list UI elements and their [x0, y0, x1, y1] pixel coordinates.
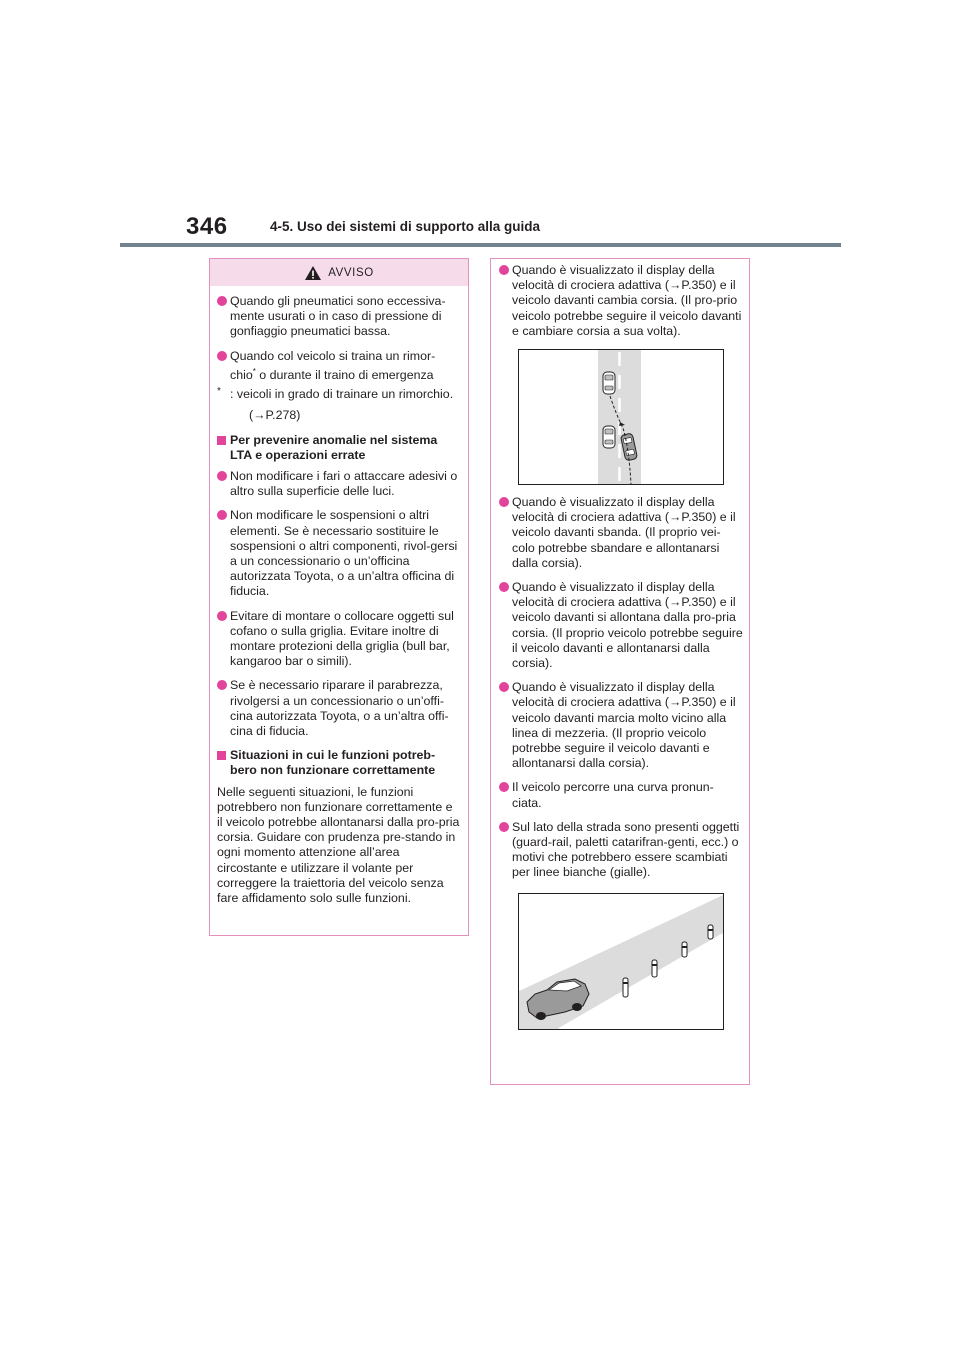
list-item-text: Non modificare i fari o attaccare adesivi o altro sulla superficie delle luci.: [230, 468, 458, 499]
list-item-text: Quando è visualizzato il display della velocità di crociera adattiva (→P.350) e il veicolo davanti marcia molto vicino alla linea di mezzeria. (Il proprio veicolo potrebbe seguire il veicolo davanti e allontanarsi dalla corsia).: [512, 680, 736, 771]
square-bullet-icon: [217, 751, 226, 760]
page-number: 346: [186, 213, 228, 240]
list-item: [499, 263, 743, 339]
footnote-text: : veicoli in grado di trainare un rimorchio.: [230, 387, 454, 402]
bullet-icon: [217, 471, 227, 481]
bullet-icon: [499, 822, 509, 832]
section-heading-text: Situazioni in cui le funzioni potreb-bero non funzionare correttamente: [230, 748, 436, 778]
bullet-icon: [499, 265, 509, 275]
bullet-icon: [217, 296, 227, 306]
bullet-icon: [217, 680, 227, 690]
footnote-star: *: [217, 386, 221, 398]
bullet-icon: [499, 682, 509, 692]
list-item: [499, 580, 743, 671]
square-bullet-icon: [217, 436, 226, 445]
bullet-icon: [217, 611, 227, 621]
header-rule: [120, 243, 841, 247]
list-item-text: Quando è visualizzato il display della velocità di crociera adattiva (→P.350) e il veicolo davanti si allontana dalla pro-pria corsia. (Il proprio veicolo potrebbe seguire il veicolo davanti e allontanarsi dalla corsia).: [512, 580, 743, 671]
situations-paragraph: Nelle seguenti situazioni, le funzioni potrebbero non funzionare correttamente e il veicolo potrebbe allontanarsi dalla pro-pria corsia. Guidare con prudenza pre-stando in ogni momento attenzione all’area circostante e utilizzare il volante per correggere la traiettoria del veicolo senza fare affidamento solo sulle funzioni.: [217, 784, 460, 906]
towing-text-before: Quando col veicolo si traina un rimor-chio: [230, 348, 436, 382]
section-heading-text: Per prevenire anomalie nel sistema LTA e operazioni errate: [230, 432, 438, 462]
warning-triangle-icon: [304, 265, 322, 281]
section-heading-lta: [217, 433, 461, 463]
list-item: [217, 678, 461, 739]
list-item: [217, 508, 461, 599]
list-item: [499, 780, 743, 810]
page-reference: (→P.278): [249, 408, 301, 423]
list-item: [499, 495, 743, 571]
list-item-text: Il veicolo percorre una curva pronun-ciata.: [512, 780, 714, 810]
warning-title: AVVISO: [328, 266, 374, 279]
right-column-box: [490, 258, 750, 1085]
delineator-post-icon: [623, 978, 628, 997]
list-item-text: Non modificare le sospensioni o altri elementi. Se è necessario sostituire le sospensioni o altri componenti, rivol-gersi a un concessionario o un’officina autorizzata Toyota, o a un’altra officina di fiducia.: [230, 508, 458, 599]
road-surface: [597, 350, 642, 484]
lane-change-illustration: [518, 349, 724, 485]
delineator-post-icon: [652, 960, 657, 977]
list-item-text: Quando è visualizzato il display della velocità di crociera adattiva (→P.350) e il veicolo davanti cambia corsia. (Il pro-prio veicolo potrebbe seguire il veicolo davanti e cambiare corsia a sua volta).: [512, 263, 742, 338]
list-item-text: Sul lato della strada sono presenti oggetti (guard-rail, paletti catarifran-genti, ecc.) o motivi che potrebbero essere scambiati per linee bianche (gialle).: [512, 819, 740, 880]
bullet-icon: [499, 497, 509, 507]
list-item: [217, 469, 461, 499]
bullet-icon: [499, 582, 509, 592]
list-item-towing: [217, 349, 461, 384]
list-item-text: Quando è visualizzato il display della velocità di crociera adattiva (→P.350) e il veicolo davanti sbanda. (Il proprio vei-colo potrebbe sbandare e allontanarsi dalla corsia).: [512, 495, 736, 570]
list-item: [499, 680, 743, 771]
bullet-icon: [217, 351, 227, 361]
section-title: 4-5. Uso dei sistemi di supporto alla guida: [270, 219, 541, 234]
front-vehicle-icon: [603, 372, 615, 394]
list-item-text: Se è necessario riparare il parabrezza, rivolgersi a un concessionario o un’offi-cina autorizzata Toyota, o a un’altra offi-cina di fiducia.: [230, 678, 449, 738]
list-item: [217, 609, 461, 670]
warning-box: [209, 258, 469, 936]
list-item-text: Quando gli pneumatici sono eccessiva-mente usurati o in caso di pressione di gonfiaggio pneumatici bassa.: [230, 294, 446, 339]
section-heading-situations: [217, 748, 461, 778]
list-item-text: Evitare di montare o collocare oggetti sul cofano o sulla griglia. Evitare inoltre di montare protezioni della griglia (bull bar, kangaroo bar o simili).: [230, 608, 454, 669]
warning-body: [210, 286, 468, 906]
list-item: [499, 820, 743, 881]
bullet-icon: [217, 510, 227, 520]
warning-header: [210, 259, 468, 286]
roadside-objects-illustration: [518, 893, 724, 1030]
other-vehicle-icon: [603, 426, 615, 448]
footnote-marker: *: [252, 366, 256, 376]
list-item: [217, 294, 461, 340]
footnote: [217, 387, 461, 402]
towing-text-after: o durante il traino di emergenza: [255, 367, 434, 382]
delineator-post-icon: [682, 942, 687, 957]
delineator-post-icon: [708, 925, 713, 939]
bullet-icon: [499, 782, 509, 792]
